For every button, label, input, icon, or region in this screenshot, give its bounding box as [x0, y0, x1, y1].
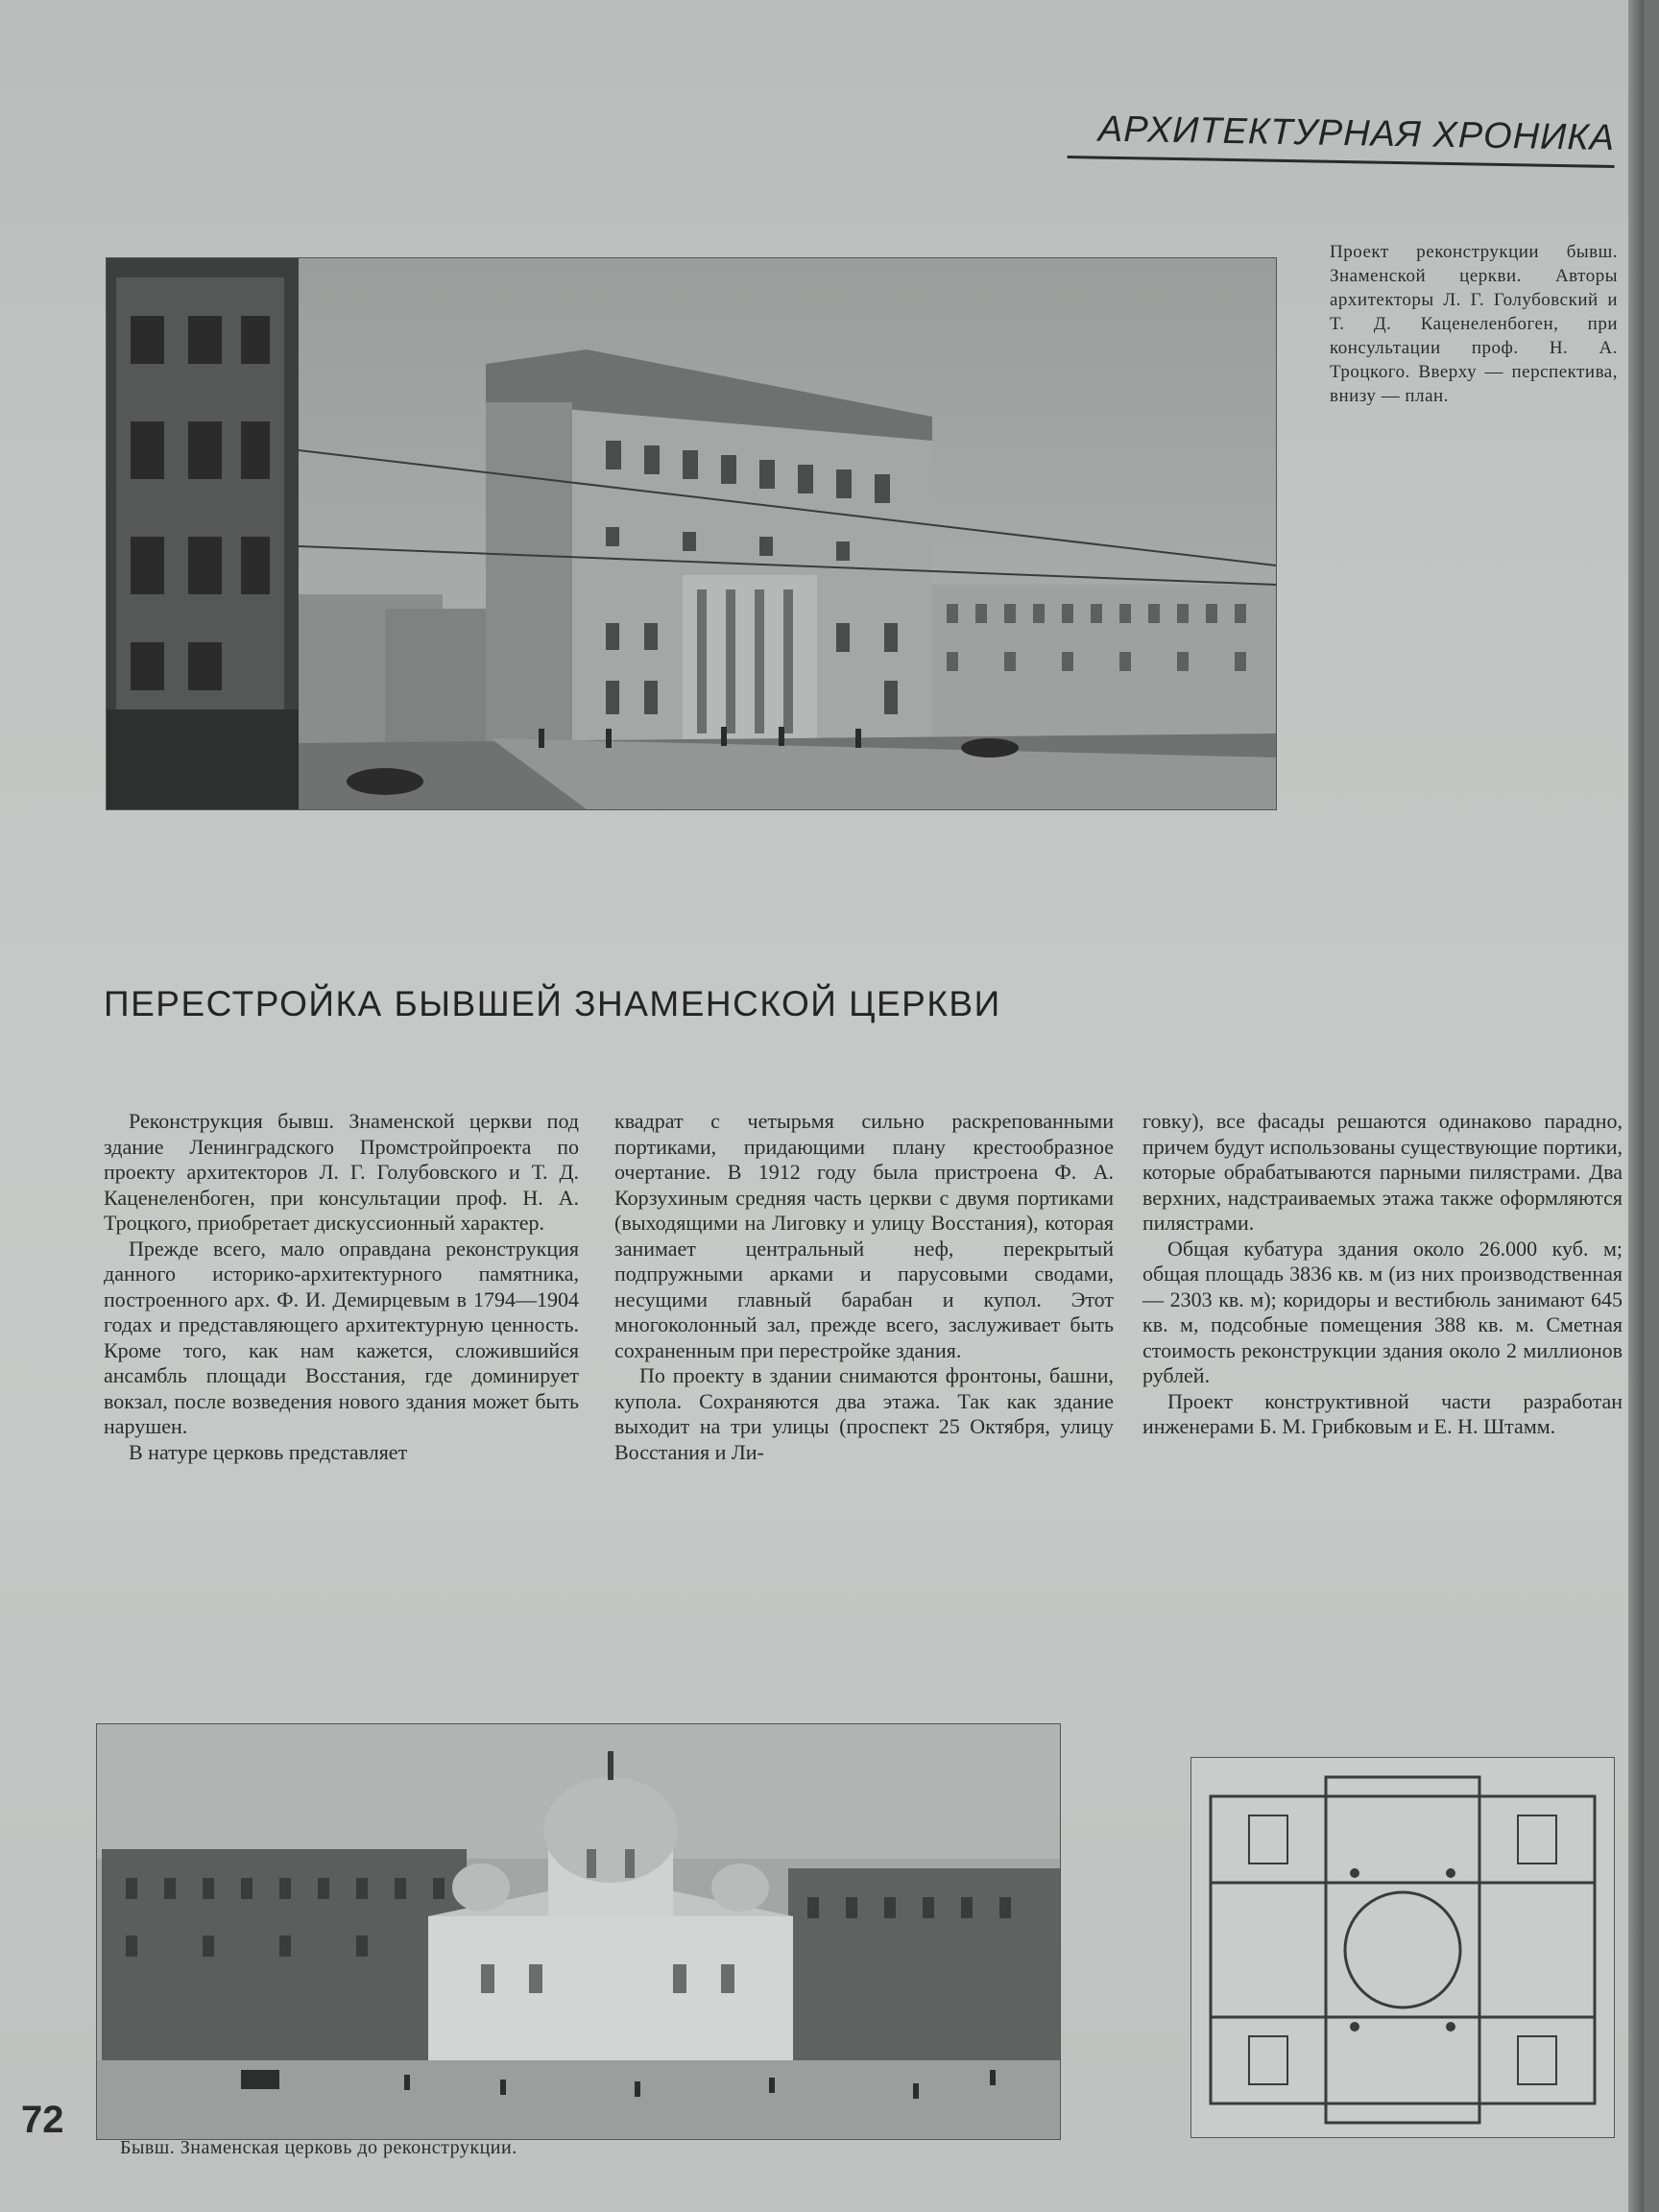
section-header: АРХИТЕКТУРНАЯ ХРОНИКА	[1068, 108, 1616, 168]
page-edge	[1628, 0, 1644, 2212]
paragraph: квадрат с четырьмя сильно раскрепованными портиками, придающими плану крестообразное очертание. В 1912 году была пристроена Ф. А. Корзухиным средняя часть церкви с двумя портиками (выходящими на Лиговку и улицу Восстания), которая занимает центральный неф, перекрытый подпружными арками и парусовыми сводами, несущими главный барабан и купол. Этот многоколонный зал, прежде всего, заслуживает быть сохраненным при перестройке здания.	[614, 1109, 1114, 1362]
project-perspective-photo	[106, 257, 1277, 810]
paragraph: По проекту в здании снимаются фронтоны, башни, купола. Сохраняются два этажа. Так как здание выходит на три улицы (проспект 25 Октября, улицу Восстания и Ли-	[614, 1363, 1114, 1464]
article-title: ПЕРЕСТРОЙКА БЫВШЕЙ ЗНАМЕНСКОЙ ЦЕРКВИ	[104, 984, 1001, 1023]
article-column-2	[614, 1109, 1114, 1465]
paragraph: В натуре церковь представляет	[129, 1439, 408, 1464]
page-number: 72	[21, 2099, 64, 2141]
article-column-3	[1142, 1109, 1623, 1440]
next-page-strip	[1644, 0, 1659, 2212]
floor-plan	[1190, 1757, 1615, 2138]
paragraph: Прежде всего, мало оправдана реконструкция данного историко-архитектурного памятника, построенного арх. Ф. И. Демирцевым в 1794—1904 годах и представляющего архитектурную ценность. Кроме того, как нам кажется, сложившийся ансамбль площади Восстания, где доминирует вокзал, после возведения нового здания может быть нарушен.	[104, 1236, 579, 1438]
paragraph: Реконструкция бывш. Знаменской церкви под здание Ленинградского Промстройпроекта по проекту архитекторов Л. Г. Голубовского и Т. Д. Каценеленбоген, при консультации проф. Н. А. Троцкого, приобретает дискуссионный характер.	[104, 1109, 579, 1235]
paragraph: говку), все фасады решаются одинаково парадно, причем будут использованы существующие портики, которые обрабатываются парными пилястрами. Два верхних, надстраиваемых этажа также оформляются пилястрами.	[1142, 1109, 1623, 1235]
paragraph: Общая кубатура здания около 26.000 куб. м; общая площадь 3836 кв. м (из них производственная — 2303 кв. м); коридоры и вестибюль занимают 645 кв. м, подсобные помещения 388 кв. м. Сметная стоимость реконструкции здания около 2 миллионов рублей.	[1142, 1236, 1623, 1387]
church-before-photo	[96, 1723, 1061, 2140]
paragraph: Проект конструктивной части разработан инженерами Б. М. Грибковым и Е. Н. Штамм.	[1142, 1388, 1623, 1438]
church-photo-caption: Бывш. Знаменская церковь до реконструкции.	[120, 2137, 517, 2158]
article-column-1	[104, 1109, 579, 1465]
project-caption: Проект реконструкции бывш. Знаменской церкви. Авторы архитекторы Л. Г. Голубовский и Т. Д. Каценеленбоген, при консультации проф. Н. А. Троцкого. Вверху — перспектива, внизу — план.	[1330, 242, 1618, 406]
